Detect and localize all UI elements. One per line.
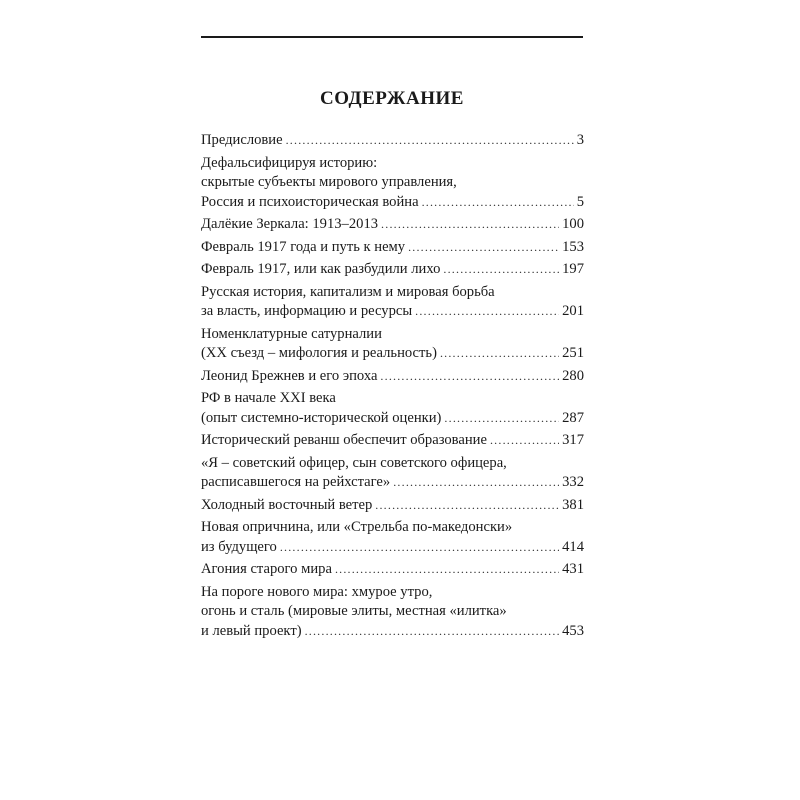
toc-entry-title-line: «Я – советский офицер, сын советского офицера, [201,454,507,471]
dot-leader [422,193,574,213]
toc-entry-last-line [201,538,584,558]
toc-entry-title-line: На пороге нового мира: хмурое утро, [201,583,433,600]
toc-entry-page-number: 332 [562,474,584,490]
toc-entry [201,215,584,235]
toc-entry-title-line: Февраль 1917, или как разбудили лихо [201,261,441,277]
dot-leader [490,431,559,451]
toc-entry [201,518,584,557]
toc-entry-title-line: Исторический реванш обеспечит образование [201,432,487,448]
toc-entry [201,260,584,280]
dot-leader [415,302,559,322]
toc-entry-title-line: РФ в начале XXI века [201,390,336,406]
toc-entry-title-line: Русская история, капитализм и мировая борьба [201,283,495,300]
toc-entry-title-line: Агония старого мира [201,561,332,577]
toc-entry-title-line: за власть, информацию и ресурсы [201,303,413,319]
toc-entry-page-number: 431 [562,561,584,577]
toc-entry-last-line [201,260,584,280]
toc-entry-title-line: Леонид Брежнев и его эпоха [201,367,378,384]
toc-entry-last-line [201,131,584,151]
toc-entry-title-line: (XX съезд – мифология и реальность) [201,345,437,361]
toc-entry [201,325,584,364]
top-rule [201,36,583,38]
dot-leader [280,538,559,558]
toc-entry-page-number: 100 [562,216,584,232]
toc-entry-last-line [201,238,584,258]
toc-entry [201,238,584,258]
toc-entry-last-line [201,193,584,213]
toc-entry [201,367,584,387]
toc-entry-last-line [201,560,584,580]
toc-entry-last-line [201,473,584,493]
toc-entry-page-number: 381 [562,496,584,513]
toc-entry-page-number: 317 [562,432,584,448]
dot-leader [393,473,559,493]
dot-leader [380,367,559,387]
dot-leader [305,622,560,642]
toc-entry [201,283,584,322]
dot-leader [381,215,559,235]
toc-entry-title-line: Февраль 1917 года и путь к нему [201,238,406,255]
toc-entry-last-line [201,409,584,429]
table-of-contents [201,131,584,644]
toc-entry-title-line: Холодный восточный ветер [201,496,373,513]
dot-leader [286,131,574,151]
toc-entry-page-number: 414 [562,538,584,555]
toc-entry-title-line: расписавшегося на рейхстаге» [201,474,391,490]
toc-entry-last-line [201,431,584,451]
toc-entry-title-line: Новая опричнина, или «Стрельба по-македонски» [201,519,513,535]
toc-entry [201,496,584,516]
toc-entry-title-line: из будущего [201,538,277,555]
dot-leader [408,238,559,258]
toc-entry-title-line: и левый проект) [201,622,302,639]
toc-entry-page-number: 287 [562,409,584,426]
toc-entry-page-number: 153 [562,238,584,255]
dot-leader [375,496,559,516]
toc-entry-last-line [201,496,584,516]
toc-entry-last-line [201,302,584,322]
toc-entry-last-line [201,367,584,387]
toc-entry [201,560,584,580]
toc-entry-last-line [201,344,584,364]
toc-entry-page-number: 251 [562,345,584,361]
toc-entry-page-number: 197 [562,261,584,277]
toc-entry [201,583,584,642]
toc-entry-last-line [201,622,584,642]
dot-leader [335,560,559,580]
toc-entry [201,131,584,151]
dot-leader [443,260,559,280]
toc-entry-title-line: огонь и сталь (мировые элиты, местная «илитка» [201,603,507,619]
toc-entry [201,154,584,213]
dot-leader [440,344,559,364]
toc-entry-title-line: скрытые субъекты мирового управления, [201,174,457,190]
toc-entry-title-line: Россия и психоисторическая война [201,193,419,210]
toc-entry [201,431,584,451]
toc-entry-page-number: 3 [576,132,584,148]
toc-entry-title-line: Далёкие Зеркала: 1913–2013 [201,216,379,232]
toc-entry-page-number: 201 [562,303,584,319]
toc-entry-page-number: 280 [562,367,584,384]
toc-entry [201,454,584,493]
toc-entry-title-line: Дефальсифицируя историю: [201,154,378,171]
toc-entry [201,389,584,428]
toc-entry-last-line [201,215,584,235]
toc-entry-page-number: 5 [576,193,584,210]
toc-entry-page-number: 453 [562,622,584,639]
toc-entry-title-line: (опыт системно-исторической оценки) [201,409,442,426]
toc-entry-title-line: Предисловие [201,132,283,148]
dot-leader [444,409,559,429]
page-title: СОДЕРЖАНИЕ [320,88,464,109]
toc-entry-title-line: Номенклатурные сатурналии [201,325,382,342]
